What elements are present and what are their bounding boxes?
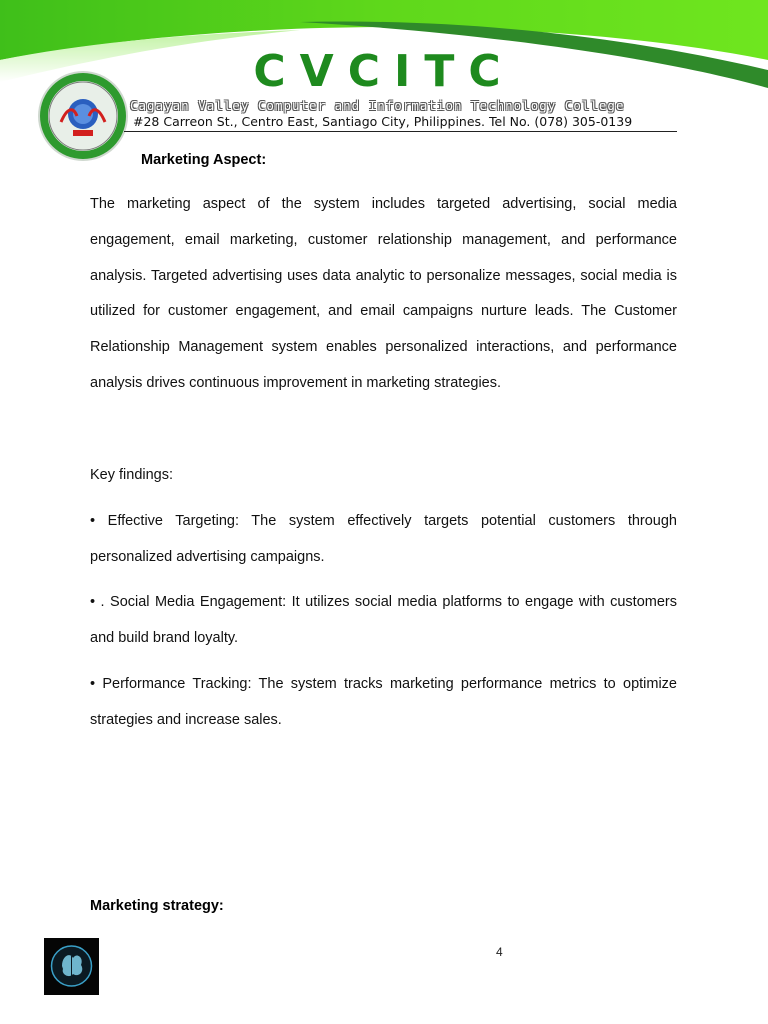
page-number: 4 <box>496 945 503 959</box>
finding-bullet-social-media: • . Social Media Engagement: It utilizes social media platforms to engage with customers and build brand loyalty. <box>90 594 677 646</box>
college-acronym: CVCITC <box>253 46 515 97</box>
brain-logo-icon <box>44 938 99 995</box>
key-findings-label: Key findings: <box>90 467 174 483</box>
college-name: Cagayan Valley Computer and Information Technology College <box>130 98 625 113</box>
finding-bullet-performance: • Performance Tracking: The system tracks marketing performance metrics to optimize strategies and increase sales. <box>90 676 677 728</box>
marketing-aspect-heading: Marketing Aspect: <box>141 152 267 168</box>
marketing-aspect-paragraph: The marketing aspect of the system includes targeted advertising, social media engagement, email marketing, customer relationship management, and performance analysis. Targeted advertising uses data analytic to personalize messages, social media is utilized for customer engagement, and email campaigns nurture leads. The Customer Relationship Management system enables personalized interactions, and performance analysis drives continuous improvement in marketing strategies. <box>90 196 677 391</box>
finding-bullet-targeting: • Effective Targeting: The system effectively targets potential customers through personalized advertising campaigns. <box>90 513 677 565</box>
header-divider <box>124 131 677 132</box>
college-address: #28 Carreon St., Centro East, Santiago City, Philippines. Tel No. (078) 305-0139 <box>133 114 633 129</box>
marketing-strategy-heading: Marketing strategy: <box>90 898 224 914</box>
